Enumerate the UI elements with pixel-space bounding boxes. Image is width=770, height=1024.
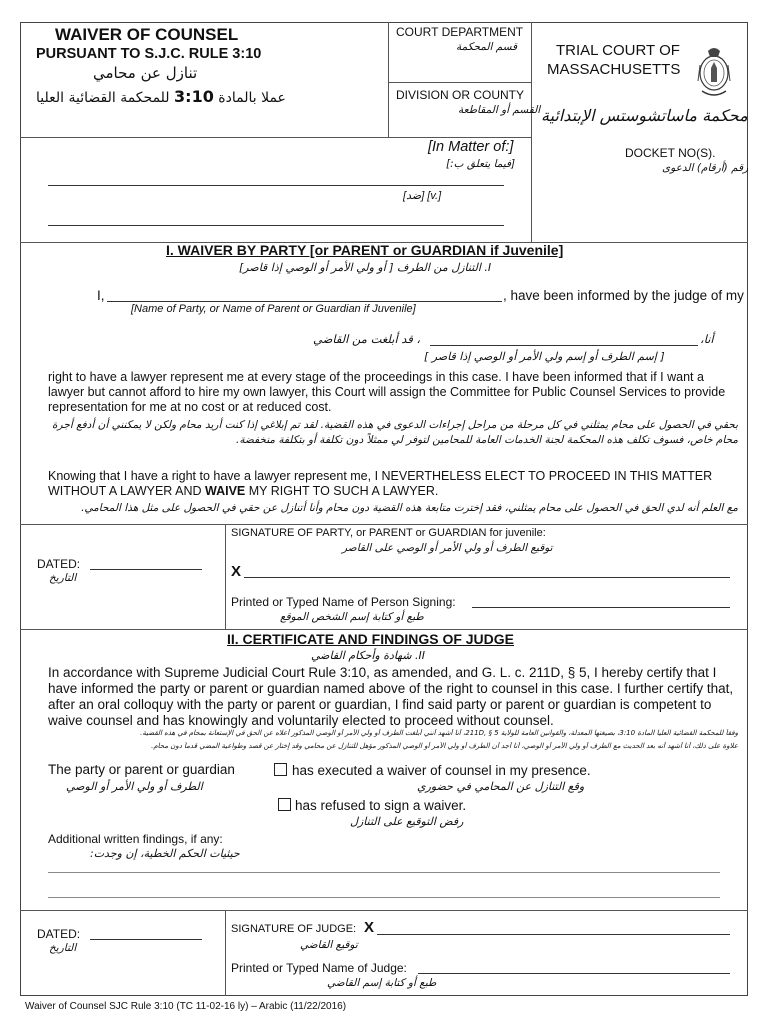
court-department-label-ar: قسم المحكمة — [456, 41, 518, 53]
party-signature-label: SIGNATURE OF PARTY, or PARENT or GUARDIAN for juvenile: — [231, 527, 546, 539]
party-name-hint: [Name of Party, or Name of Parent or Guardian if Juvenile] — [131, 303, 416, 315]
court-department-label: COURT DEPARTMENT — [396, 25, 524, 39]
form-title: WAIVER OF COUNSEL — [55, 25, 239, 44]
party-signature-line[interactable] — [244, 577, 730, 578]
in-matter-of-line[interactable] — [48, 185, 504, 186]
additional-findings-label: Additional written findings, if any: — [48, 832, 223, 846]
dated-label-1-ar: التاريخ — [49, 572, 77, 584]
section1-sig-top-line — [20, 524, 748, 525]
party-name-line-ar[interactable] — [430, 345, 698, 346]
in-matter-of-label: [In Matter of:] — [428, 139, 514, 155]
trial-court-ar: محكمة ماساتشوستس الإبتدائية — [541, 106, 748, 125]
dated-line-1[interactable] — [90, 569, 202, 570]
judge-printed-name-line[interactable] — [418, 973, 730, 974]
trial-court-line1: TRIAL COURT OF — [556, 42, 680, 59]
executed-waiver-checkbox[interactable] — [274, 763, 287, 776]
judge-printed-name-label-ar: طبع أو كتابة إسم القاضي — [327, 977, 437, 989]
massachusetts-seal-icon — [694, 43, 734, 101]
in-matter-of-label-ar: [فيما يتعلق ب:] — [446, 158, 516, 170]
dated-label-1: DATED: — [37, 557, 81, 571]
form-subtitle-ar: عملا بالمادة 3:10 للمحكمة القضائية العليا — [36, 87, 286, 106]
trial-court-line2: MASSACHUSETTS — [547, 61, 681, 78]
additional-findings-label-ar: حيثيات الحكم الخطية، إن وجدت: — [90, 847, 240, 860]
division-county-label: DIVISION OR COUNTY — [396, 88, 525, 102]
party-signature-label-ar: توقيع الطرف أو ولي الأمر أو الوصي على القاصر — [342, 542, 553, 554]
refused-waiver-checkbox[interactable] — [278, 798, 291, 811]
judge-signature-line[interactable] — [377, 934, 730, 935]
party-signature-x: X — [231, 563, 242, 580]
header-divider-left — [388, 22, 389, 137]
section2-heading: II. CERTIFICATE AND FINDINGS OF JUDGE — [227, 631, 515, 647]
dated-label-2-ar: التاريخ — [49, 942, 77, 954]
versus-line[interactable] — [48, 225, 504, 226]
section2-top-line — [20, 629, 748, 630]
knowing-paragraph: Knowing that I have a right to have a lawyer represent me, I NEVERTHELESS ELECT TO PROCEED IN THIS MATTER WITHOUT A LAWYER AND WAIVE MY RIGHT TO SUCH A LAWYER. — [48, 469, 713, 498]
party-name-line[interactable] — [107, 301, 502, 302]
right-paragraph-ar: بحقي في الحصول على محام يمثلني في كل مرحلة من مراحل إجراءات الدعوى في هذه القضية. لقد تم إبلاغي إذا كنت أريد محام ولكن لا يمكنني أن أدفع أجرة محام خاص، فسوف تكلف هذه المحكمة لجنة الخدمات العامة للمحامين لتوفر لي ممثلاً دون تكلفة أو بتكلفة منخفضة. — [52, 419, 738, 446]
ar-informed: ، قد أبلغت من القاضي — [313, 332, 421, 346]
form-title-ar: تنازل عن محامي — [93, 64, 198, 82]
refused-waiver-label: has refused to sign a waiver. — [295, 798, 467, 813]
header-divider-right — [531, 22, 532, 242]
refused-waiver-label-ar: رفض التوقيع على التنازل — [350, 815, 464, 828]
section2-heading-ar: II. شهادة وأحكام القاضي — [311, 649, 426, 662]
executed-waiver-label-ar: وقع التنازل عن المحامي في حضوري — [417, 780, 585, 793]
executed-waiver-label: has executed a waiver of counsel in my presence. — [292, 763, 591, 778]
footer-text: Waiver of Counsel SJC Rule 3:10 (TC 11-02-16 ly) – Arabic (11/22/2016) — [25, 1001, 347, 1012]
docket-no-label: DOCKET NO(S). — [625, 146, 716, 160]
form-subtitle: PURSUANT TO S.J.C. RULE 3:10 — [36, 46, 262, 62]
informed-suffix: , have been informed by the judge of my — [503, 288, 744, 303]
certificate-paragraph-ar-1: وفقاً للمحكمة القضائية العليا المادة 3:10، بصيغتها المعدلة، والقوانين العامة للولاية 211D, § 5، أنا أشهد أنني أبلغت الطرف أو ولي الأمر أو الوصي المذكور أعلاه عن الحق في الإستعانة بمحام في هذه القضية. — [140, 729, 738, 737]
section1-heading: I. WAIVER BY PARTY [or PARENT or GUARDIAN if Juvenile] — [166, 242, 564, 258]
court-dept-divider — [388, 82, 531, 83]
section1-sig-divider — [225, 524, 226, 629]
section2-sig-divider — [225, 910, 226, 996]
right-paragraph: right to have a lawyer represent me at every stage of the proceedings in this case. I have been informed that if I want a lawyer but cannot afford to hire my own lawyer, this Court will assign the Committee for Public Counsel Services to provide representation for me at no cost or at reduced cost. — [48, 370, 726, 414]
docket-no-label-ar: رقم (أرقام) الدعوى — [662, 162, 749, 174]
printed-name-line[interactable] — [472, 607, 730, 608]
knowing-paragraph-ar: مع العلم أنه لدي الحق في الحصول على محام يمثلني، فقد إخترت متابعة هذه القضية دون محام وأنا أتنازل عن حقي في الحصول على مثل هذا المحامي. — [81, 502, 738, 514]
i-prefix: I, — [97, 288, 105, 303]
findings-line-1[interactable] — [48, 872, 720, 873]
certificate-paragraph-ar-2: علاوة على ذلك، أنا أشهد أنه بعد الحديث مع الطرف أو ولي الأمر أو الوصي، أنا أجد أن الطرف أو ولي الأمر أو الوصي المذكور مؤهل للتنازل عن محامي وقد إختار عن قصد وطواعية المضي قدماً دون محام. — [151, 742, 738, 750]
printed-name-label-ar: طبع أو كتابة إسم الشخص الموقع — [280, 611, 424, 623]
ar-ana: أنا، — [700, 332, 714, 346]
versus-label: [ضد] [v.] — [403, 190, 442, 202]
dated-label-2: DATED: — [37, 927, 81, 941]
printed-name-label: Printed or Typed Name of Person Signing: — [231, 595, 456, 609]
judge-signature-x: X — [364, 919, 375, 936]
header-bottom-line — [20, 137, 531, 138]
party-or-guardian-label: The party or parent or guardian — [48, 762, 235, 777]
certificate-paragraph: In accordance with Supreme Judicial Court Rule 3:10, as amended, and G. L. c. 211D, § 5, I hereby certify that I have informed the party or parent or guardian named above of the right to counsel in this case. I further certify that, after an oral colloquy with the party or parent or guardian, I find said party or parent or guardian is competent to waive counsel and has knowingly and voluntarily elected to proceed without counsel. — [48, 665, 734, 728]
party-or-guardian-label-ar: الطرف أو ولي الأمر أو الوصي — [66, 780, 203, 793]
section2-sig-top-line — [20, 910, 748, 911]
ar-name-hint: [ إسم الطرف أو إسم ولي الأمر أو الوصي إذا قاصر ] — [424, 350, 665, 363]
judge-printed-name-label: Printed or Typed Name of Judge: — [231, 961, 407, 975]
dated-line-2[interactable] — [90, 939, 202, 940]
judge-signature-label: SIGNATURE OF JUDGE: — [231, 923, 357, 935]
findings-line-2[interactable] — [48, 897, 720, 898]
division-county-label-ar: القسم أو المقاطعة — [458, 104, 541, 116]
section1-heading-ar: I. التنازل من الطرف [ أو ولي الأمر أو الوصي إذا قاصر] — [239, 261, 492, 274]
judge-signature-label-ar: توقيع القاضي — [300, 939, 358, 951]
